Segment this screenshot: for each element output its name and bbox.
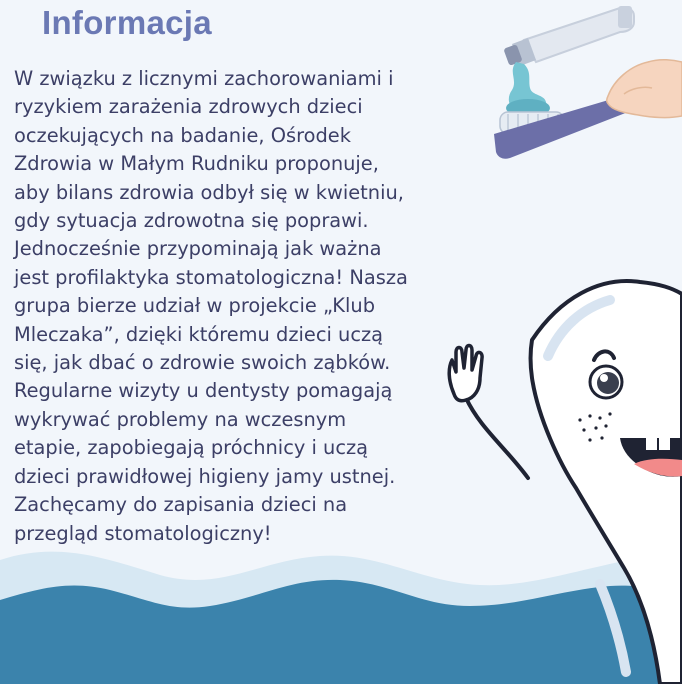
tooth-eye-icon <box>590 366 622 398</box>
toothbrush-illustration <box>488 0 682 165</box>
paragraph-line: oczekujących na badanie, Ośrodek <box>14 123 351 147</box>
paragraph-line: Mleczaka”, dzięki któremu dzieci uczą <box>14 322 384 346</box>
paragraph-line: Zdrowia w Małym Rudniku proponuje, <box>14 152 379 176</box>
info-paragraph <box>14 65 434 548</box>
paragraph-line: aby bilans zdrowia odbył się w kwietniu, <box>14 180 404 204</box>
paragraph-line: wykrywać problemy na wczesnym <box>14 407 347 431</box>
paragraph-line: jest profilaktyka stomatologiczna! Nasza <box>14 265 408 289</box>
tooth-character-illustration <box>410 268 682 684</box>
paragraph-line: Jednocześnie przypominają jak ważna <box>14 237 382 261</box>
paragraph-line: Regularne wizyty u dentysty pomagają <box>14 379 393 403</box>
paragraph-line: W związku z licznymi zachorowaniami i <box>14 67 394 90</box>
waving-hand-icon <box>449 346 482 401</box>
hand-icon <box>607 60 682 118</box>
paragraph-line: dzieci prawidłowej higieny jamy ustnej. <box>14 464 396 488</box>
paragraph-line: Zachęcamy do zapisania dzieci na <box>14 493 348 517</box>
paragraph-line: etapie, zapobiegają próchnicy i uczą <box>14 436 369 460</box>
paragraph-line: gdy sytuacja zdrowotna się poprawi. <box>14 209 369 233</box>
tooth-arm <box>466 398 528 478</box>
toothpaste-tube-icon <box>503 6 634 66</box>
paragraph-line: grupa bierze udział w projekcie „Klub <box>14 294 375 318</box>
paragraph-line: ryzykiem zarażenia zdrowych dzieci <box>14 95 363 119</box>
paragraph-line: się, jak dbać o zdrowie swoich ząbków. <box>14 351 391 375</box>
paragraph-line: przegląd stomatologiczny! <box>14 521 272 545</box>
page-title: Informacja <box>42 4 212 41</box>
